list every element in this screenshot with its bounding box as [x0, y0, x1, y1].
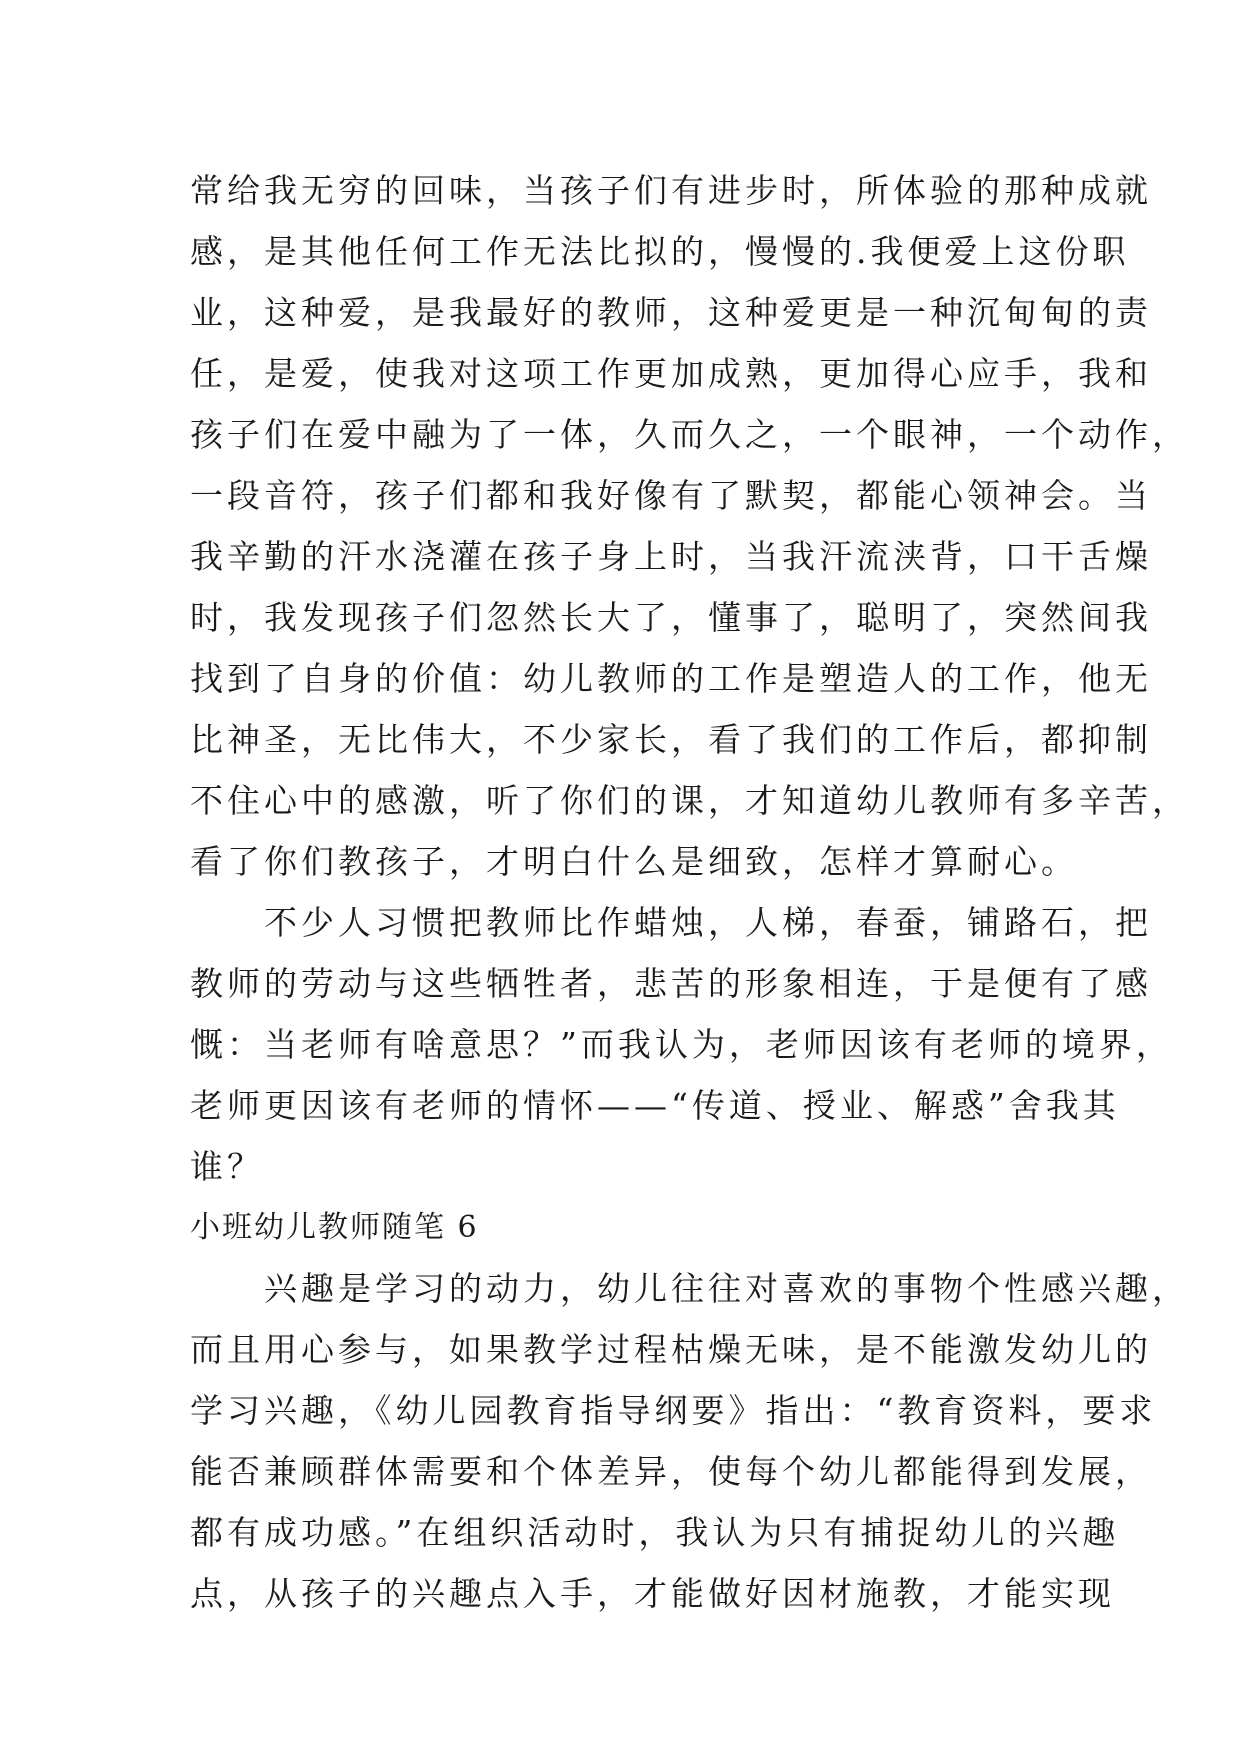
text-line: 找到了自身的价值：幼儿教师的工作是塑造人的工作，他无 [190, 659, 1152, 698]
text-line: 兴趣是学习的动力，幼儿往往对喜欢的事物个性感兴趣， [190, 1269, 1189, 1308]
text-line: 慨：当老师有啥意思？”而我认为，老师因该有老师的境界， [190, 1025, 1173, 1064]
text-line: 教师的劳动与这些牺牲者，悲苦的形象相连，于是便有了感 [190, 964, 1152, 1003]
text-line: 比神圣，无比伟大，不少家长，看了我们的工作后，都抑制 [190, 720, 1152, 759]
text-line: 任，是爱，使我对这项工作更加成熟，更加得心应手，我和 [190, 354, 1152, 393]
paragraph-3 [190, 1258, 1189, 1624]
text-line: 感，是其他任何工作无法比拟的，慢慢的.我便爱上这份职 [190, 232, 1130, 271]
document-body [190, 160, 1189, 1624]
text-line: 我辛勤的汗水浇灌在孩子身上时，当我汗流浃背，口干舌燥 [190, 537, 1152, 576]
text-line: 一段音符，孩子们都和我好像有了默契，都能心领神会。当 [190, 476, 1152, 515]
text-line: 看了你们教孩子，才明白什么是细致，怎样才算耐心。 [190, 842, 1078, 881]
text-line: 谁？ [190, 1147, 264, 1186]
text-line: 孩子们在爱中融为了一体，久而久之，一个眼神，一个动作， [190, 415, 1189, 454]
text-line: 学习兴趣，《幼儿园教育指导纲要》指出：“教育资料，要求 [190, 1391, 1157, 1430]
paragraph-2 [190, 892, 1173, 1197]
text-line: 而且用心参与，如果教学过程枯燥无味，是不能激发幼儿的 [190, 1330, 1152, 1369]
text-line: 业，这种爱，是我最好的教师，这种爱更是一种沉甸甸的责 [190, 293, 1152, 332]
text-line: 时，我发现孩子们忽然长大了，懂事了，聪明了，突然间我 [190, 598, 1152, 637]
text-line: 都有成功感。”在组织活动时，我认为只有捕捉幼儿的兴趣 [190, 1513, 1120, 1552]
text-line: 不住心中的感激，听了你们的课，才知道幼儿教师有多辛苦， [190, 781, 1189, 820]
section-heading: 小班幼儿教师随笔 6 [190, 1210, 479, 1245]
text-line: 常给我无穷的回味，当孩子们有进步时，所体验的那种成就 [190, 171, 1152, 210]
paragraph-1 [190, 160, 1189, 892]
text-line: 不少人习惯把教师比作蜡烛，人梯，春蚕，铺路石，把 [190, 903, 1152, 942]
text-line: 点，从孩子的兴趣点入手，才能做好因材施教，才能实现 [190, 1574, 1115, 1613]
text-line: 老师更因该有老师的情怀——“传道、授业、解惑”舍我其 [190, 1086, 1120, 1125]
text-line: 能否兼顾群体需要和个体差异，使每个幼儿都能得到发展， [190, 1452, 1152, 1491]
